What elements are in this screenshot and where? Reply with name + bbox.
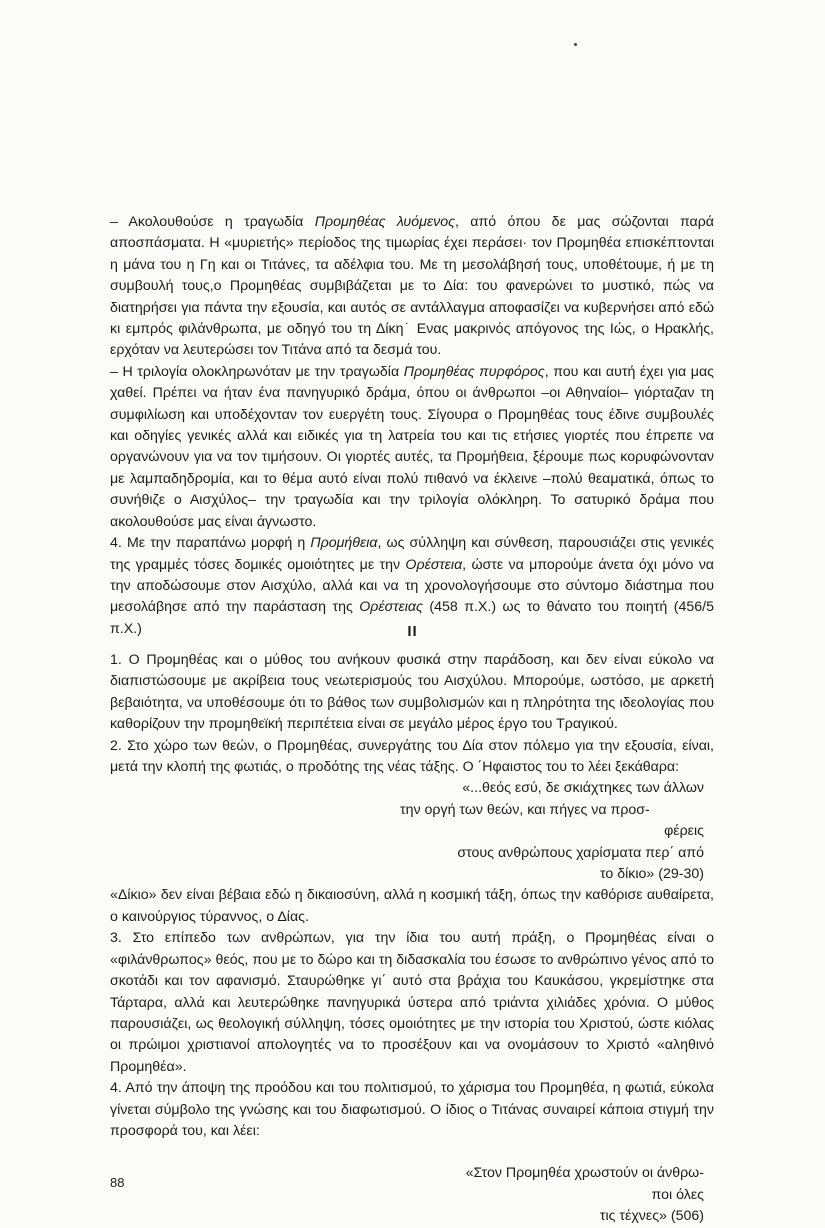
paragraph-4: 3. Στο επίπεδο των ανθρώπων, για την ίδια του αυτή πράξη, ο Προμηθέας είναι ο «φιλάνθρωπος» θεός, που με το δώρο και τη διδασκαλία του έσωσε το ανθρώπινο γένος από το σκοτάδι και τον αφανισμό. Σταυρώθηκε γι΄ αυτό στα βράχια του Καυκάσου, γκρεμίστηκε στα Τάρταρα, αλλά και λευτερώθηκε πανηγυρικά ύστερα από τριάντα χιλιάδες χρόνια. Ο μύθος παρουσιάζει, ως θεολογική σύλληψη, τόσες ομοιότητες με την ιστορία του Χριστού, ώστε κιόλας οι πρώιμοι χριστιανοί απολογητές να το προσέξουν και να ονομάσουν το Χριστό «αληθινό Προμηθέα». (110, 930, 714, 1075)
page-number: 88 (110, 1175, 125, 1190)
ink-speck (574, 43, 577, 46)
verse-line: «...θεός εσύ, δε σκιάχτηκες των άλλων (462, 780, 704, 797)
verse-line: το δίκιο» (29-30) (600, 866, 704, 883)
verse-line: φέρεις (664, 823, 704, 840)
section-two (110, 650, 714, 1228)
text-run: , ώστε να μπορούμε άνετα όχι μόνο να την αποδώσουμε στον Αισχύλο, αλλά και να τη χρονολογήσουμε στο σύντομο διάστημα που μεσολάβησε από την παράσταση της (110, 556, 714, 616)
verse-line: ποι όλες (651, 1186, 704, 1203)
paragraph-1: 1. Ο Προμηθέας και ο μύθος του ανήκουν φυσικά στην παράδοση, και δεν είναι εύκολο να διαπιστώσουμε με ακρίβεια τους νεωτερισμούς του Αισχύλου. Μπορούμε, ωστόσο, με αρκετή βεβαιότητα, να υποθέσουμε ότι το βάθος των συμβολισμών και η πληρότητα της ιδεολογίας που καθορίζουν την προμηθεϊκή περιπέτεια είναι σε μεγάλο μέρος έργο του Τραγικού. (110, 652, 714, 733)
play-title: Προμηθέας λυόμενος (314, 214, 455, 230)
verse-line: «Στον Προμηθέα χρωστούν οι άνθρω- (465, 1165, 704, 1182)
paragraph-3: «Δίκιο» δεν είναι βέβαια εδώ η δικαιοσύνη, αλλά η κοσμική τάξη, όπως την καθόρισε αυθαίρετα, ο καινούργιος τύραννος, ο Δίας. (110, 887, 714, 925)
verse-quote-2 (110, 1163, 714, 1227)
text-run: , ως σύλληψη και σύνθεση, παρουσιάζει στις γενικές της γραμμές τόσες δομικές ομοιότητες με την (110, 535, 715, 573)
paragraph-5: 4. Από την άποψη της προόδου και του πολιτισμού, το χάρισμα του Προμηθέα, η φωτιά, εύκολα γίνεται σύμβολο της γνώσης και του διαφωτισμού. Ο ίδιος ο Τιτάνας συναιρεί κάποια στιγμή την προσφορά του, και λέει: (110, 1080, 714, 1139)
paragraph-pyrforos (110, 362, 714, 533)
verse-line: τις τέχνες» (506) (599, 1208, 704, 1225)
play-title: Προμήθεια (310, 535, 378, 552)
text-run: – Η τριλογία ολοκληρωνόταν με την τραγωδία (110, 363, 404, 380)
verse-quote-1 (110, 778, 714, 885)
text-run: (458 π.Χ.) ως το θάνατο του ποιητή (456/5 π.Χ.) (110, 599, 714, 637)
section-one (110, 212, 714, 640)
text-run: 4. Με την παραπάνω μορφή η (110, 535, 311, 552)
text-run: , που και αυτή έχει για μας χαθεί. Πρέπει να ήταν ένα πανηγυρικό δράμα, όπου οι άνθρωποι –οι Αθηναίοι– γιόρταζαν τη συμφιλίωση και υποδέχονταν τον ευεργέτη τους. Σίγουρα ο Προμηθέας τους έδινε συμβουλές και οδηγίες γενικές αλλά και ειδικές για τη λατρεία του και τις ετήσιες γιορτές που έπρεπε να οργανώνουν για να τον τιμήσουν. Οι γιορτές αυτές, τα Προμήθεια, ξέρουμε πως κορυφώνονταν με λαμπαδηδρομία, και το θέμα αυτό είναι πολύ πιθανό να έκλεινε –πολύ θεαματικά, όπως το συνήθιζε ο Αισχύλος– την τραγωδία και την τριλογία ολόκληρη. Το σατυρικό δράμα που ακολουθούσε μας είναι άγνωστο. (110, 363, 714, 530)
play-title: Προμηθέας πυρφόρος (403, 363, 545, 380)
paragraph-lyomenos (110, 212, 714, 362)
play-title: Ορέστειας (359, 599, 423, 616)
text-run: , από όπου δε μας σώζονται παρά αποσπάσματα. Η «μυριετής» περίοδος της τιμωρίας έχει περάσει· τον Προμηθέα επισκέπτονται η μάνα του η Γη και οι Τιτάνες, τα αδέλφια του. Με τη μεσολάβησή τους, υποθέτουμε, ή με τη συμβουλή τους,ο Προμηθέας συμβιβάζεται με το Δία: του φανερώνει το μυστικό, πώς να διατηρήσει για πάντα την εξουσία, και αυτός σε αντάλλαγμα αποφασίζει να κυβερνήσει από εδώ κι εμπρός φιλάνθρωπα, με οδηγό του τη Δίκη˙ Ενας μακρινός απόγονος της Ιώς, ο Ηρακλής, ερχόταν να λευτερώσει τον Τιτάνα από τα δεσμά του. (110, 214, 715, 359)
verse-line: την οργή των θεών, και πήγες να προσ- (400, 801, 650, 818)
section-heading: II (407, 623, 418, 640)
verse-line: στους ανθρώπους χαρίσματα περ΄ από (457, 844, 704, 861)
play-title: Ορέστεια (405, 556, 463, 573)
text-run: – Ακολουθούσε η τραγωδία (110, 214, 315, 230)
paragraph-2: 2. Στο χώρο των θεών, ο Προμηθέας, συνεργάτης του Δία στον πόλεμο για την εξουσία, είναι, μετά την κλοπή της φωτιάς, ο προδότης της νέας τάξης. Ο ΄Ηφαιστος του το λέει ξεκάθαρα: (110, 737, 714, 776)
